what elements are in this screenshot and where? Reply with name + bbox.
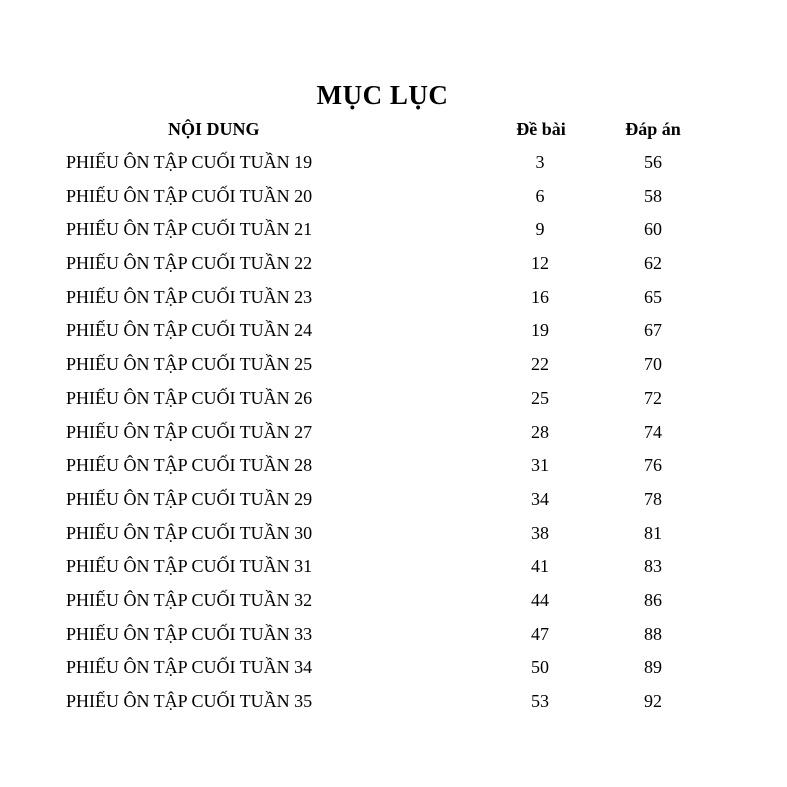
row-title: PHIẾU ÔN TẬP CUỐI TUẦN 19 [66, 152, 313, 172]
row-title: PHIẾU ÔN TẬP CUỐI TUẦN 32 [66, 589, 313, 610]
row-de-bai-page: 28 [531, 421, 549, 442]
table-row [0, 146, 787, 180]
row-dap-an-page: 76 [644, 455, 662, 476]
table-row [0, 281, 787, 315]
row-title: PHIẾU ÔN TẬP CUỐI TUẦN 35 [66, 691, 313, 711]
row-dap-an-page: 74 [644, 421, 662, 442]
table-row [0, 651, 787, 685]
row-title: PHIẾU ÔN TẬP CUỐI TUẦN 31 [66, 556, 313, 577]
row-dap-an-page: 89 [644, 657, 662, 678]
row-de-bai-page: 47 [531, 623, 549, 644]
row-de-bai-page: 9 [535, 219, 545, 240]
table-row [0, 382, 787, 416]
row-title: PHIẾU ÔN TẬP CUỐI TUẦN 34 [66, 657, 313, 678]
row-de-bai-page: 3 [535, 152, 545, 172]
row-de-bai-page: 41 [531, 556, 549, 577]
row-title: PHIẾU ÔN TẬP CUỐI TUẦN 28 [66, 455, 313, 476]
table-row [0, 550, 787, 584]
row-de-bai-page: 22 [531, 354, 549, 375]
row-de-bai-page: 12 [531, 253, 549, 274]
row-de-bai-page: 6 [535, 185, 545, 206]
row-dap-an-page: 81 [644, 522, 662, 543]
row-dap-an-page: 86 [644, 589, 662, 610]
row-title: PHIẾU ÔN TẬP CUỐI TUẦN 26 [66, 387, 313, 408]
table-header [0, 116, 787, 142]
row-dap-an-page: 72 [644, 387, 662, 408]
table-row [0, 247, 787, 281]
row-dap-an-page: 88 [644, 623, 662, 644]
row-title: PHIẾU ÔN TẬP CUỐI TUẦN 25 [66, 354, 313, 375]
row-dap-an-page: 92 [644, 691, 662, 711]
row-title: PHIẾU ÔN TẬP CUỐI TUẦN 20 [66, 185, 313, 206]
row-title: PHIẾU ÔN TẬP CUỐI TUẦN 24 [66, 320, 313, 341]
row-dap-an-page: 56 [644, 152, 662, 172]
table-row [0, 416, 787, 450]
table-row [0, 618, 787, 652]
row-title: PHIẾU ÔN TẬP CUỐI TUẦN 23 [66, 286, 313, 307]
row-title: PHIẾU ÔN TẬP CUỐI TUẦN 27 [66, 421, 313, 442]
row-title: PHIẾU ÔN TẬP CUỐI TUẦN 21 [66, 219, 313, 240]
row-dap-an-page: 58 [644, 185, 662, 206]
table-row [0, 483, 787, 517]
table-row [0, 213, 787, 247]
row-dap-an-page: 60 [644, 219, 662, 240]
row-title: PHIẾU ÔN TẬP CUỐI TUẦN 29 [66, 488, 313, 509]
row-dap-an-page: 78 [644, 488, 662, 509]
row-de-bai-page: 31 [531, 455, 549, 476]
row-de-bai-page: 53 [531, 691, 549, 711]
row-dap-an-page: 62 [644, 253, 662, 274]
page-title: MỤC LỤC [316, 80, 449, 110]
column-header-de-bai: Đề bài [516, 119, 566, 139]
table-row [0, 180, 787, 214]
row-title: PHIẾU ÔN TẬP CUỐI TUẦN 22 [66, 253, 313, 274]
table-row [0, 348, 787, 382]
row-dap-an-page: 65 [644, 286, 662, 307]
table-row [0, 685, 787, 719]
row-de-bai-page: 50 [531, 657, 549, 678]
row-dap-an-page: 83 [644, 556, 662, 577]
toc-list [0, 146, 787, 719]
table-row [0, 449, 787, 483]
table-row [0, 517, 787, 551]
row-de-bai-page: 38 [531, 522, 549, 543]
column-header-dap-an: Đáp án [625, 119, 681, 139]
table-row [0, 314, 787, 348]
row-dap-an-page: 67 [644, 320, 662, 341]
row-dap-an-page: 70 [644, 354, 662, 375]
row-de-bai-page: 19 [531, 320, 549, 341]
row-title: PHIẾU ÔN TẬP CUỐI TUẦN 33 [66, 623, 313, 644]
row-de-bai-page: 16 [531, 286, 549, 307]
row-title: PHIẾU ÔN TẬP CUỐI TUẦN 30 [66, 522, 313, 543]
table-row [0, 584, 787, 618]
row-de-bai-page: 25 [531, 387, 549, 408]
row-de-bai-page: 44 [531, 589, 549, 610]
column-header-content: NỘI DUNG [168, 119, 260, 139]
row-de-bai-page: 34 [531, 488, 549, 509]
